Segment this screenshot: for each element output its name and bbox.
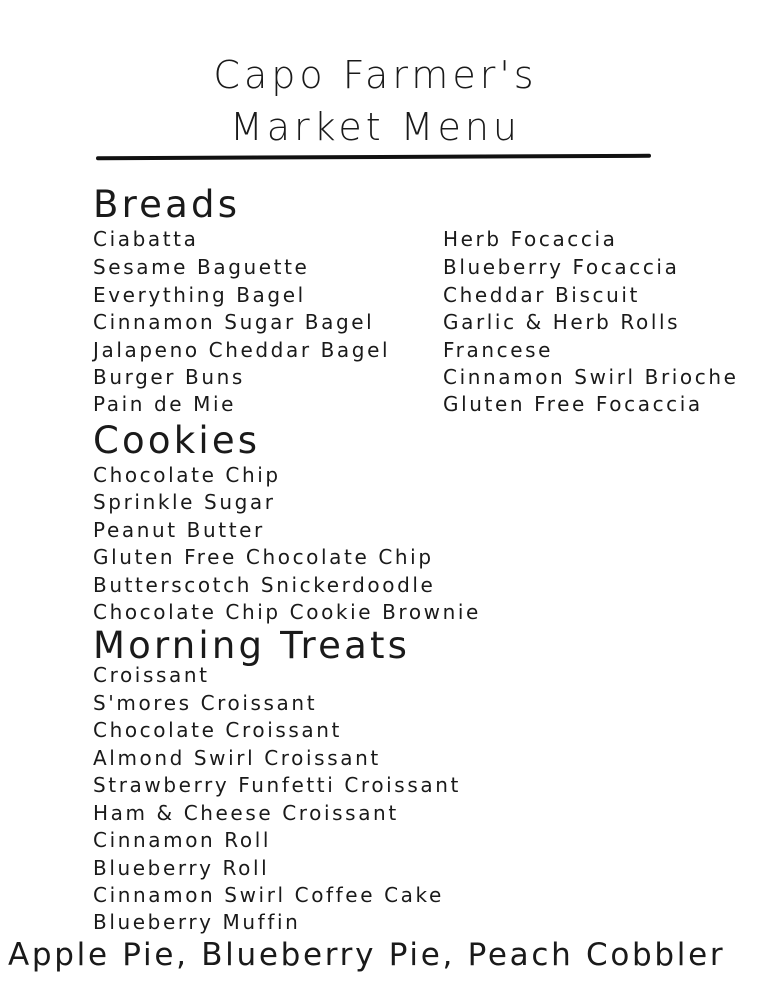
section-heading-breads: Breads — [93, 183, 241, 226]
menu-item: Cinnamon Swirl Coffee Cake — [93, 883, 444, 907]
menu-item: Garlic & Herb Rolls — [443, 310, 681, 334]
menu-item: Ciabatta — [93, 227, 199, 251]
title-underline — [96, 154, 651, 160]
menu-item: Everything Bagel — [93, 283, 306, 307]
menu-item: Francese — [443, 338, 554, 362]
menu-item: Strawberry Funfetti Croissant — [93, 773, 461, 797]
menu-item: Jalapeno Cheddar Bagel — [93, 338, 391, 362]
menu-item: Almond Swirl Croissant — [93, 746, 381, 770]
menu-item: Cinnamon Swirl Brioche — [443, 365, 739, 389]
section-heading-cookies: Cookies — [93, 419, 261, 462]
menu-item: Chocolate Chip — [93, 463, 281, 487]
menu-item: Pain de Mie — [93, 392, 237, 416]
footer-pies-line: Apple Pie, Blueberry Pie, Peach Cobbler — [8, 937, 726, 973]
page-title-line-1: Capo Farmer's — [213, 53, 538, 97]
menu-item: Croissant — [93, 663, 210, 687]
menu-item: S'mores Croissant — [93, 691, 318, 715]
menu-item: Cinnamon Sugar Bagel — [93, 310, 375, 334]
menu-item: Blueberry Roll — [93, 856, 270, 880]
menu-item: Blueberry Focaccia — [443, 255, 680, 279]
section-heading-morning-treats: Morning Treats — [93, 624, 411, 667]
menu-item: Sesame Baguette — [93, 255, 310, 279]
menu-item: Chocolate Chip Cookie Brownie — [93, 600, 481, 624]
menu-item: Burger Buns — [93, 365, 245, 389]
menu-item: Blueberry Muffin — [93, 910, 301, 934]
page-title-line-2: Market Menu — [229, 105, 522, 149]
menu-item: Gluten Free Chocolate Chip — [93, 545, 434, 569]
menu-item: Cinnamon Roll — [93, 828, 272, 852]
menu-item: Peanut Butter — [93, 518, 265, 542]
menu-item: Butterscotch Snickerdoodle — [93, 573, 436, 597]
menu-item: Herb Focaccia — [443, 227, 618, 251]
menu-item: Ham & Cheese Croissant — [93, 801, 399, 825]
menu-item: Cheddar Biscuit — [443, 283, 640, 307]
menu-item: Sprinkle Sugar — [93, 490, 276, 514]
menu-item: Chocolate Croissant — [93, 718, 342, 742]
menu-item: Gluten Free Focaccia — [443, 392, 703, 416]
